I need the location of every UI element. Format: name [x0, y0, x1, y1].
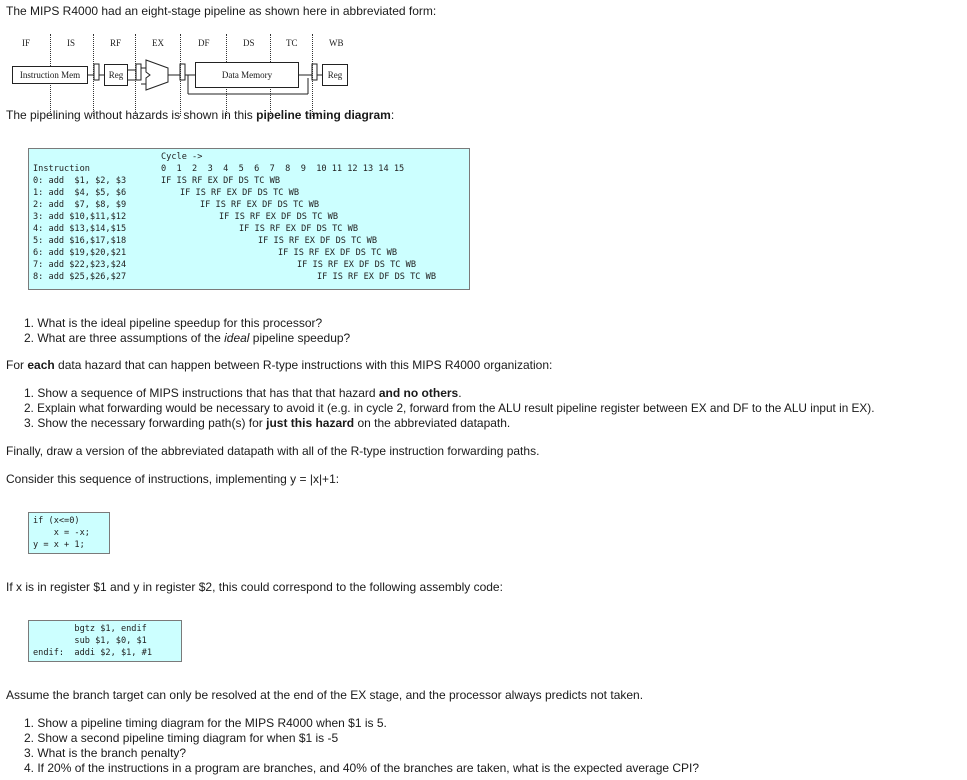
timing-intro [6, 108, 394, 122]
question-2-3-text: 3. Show the necessary forwarding path(s) for [24, 416, 267, 430]
question-2-3-bold: just this hazard [266, 416, 355, 430]
branch-intro: Assume the branch target can only be resolved at the end of the EX stage, and the processor always predicts not taken. [6, 688, 644, 702]
intro-text: The MIPS R4000 had an eight-stage pipeline as shown here in abbreviated form: [6, 4, 437, 18]
instruction-row-3: 3: add $10,$11,$12 [33, 212, 127, 222]
question-3-1: 1. Show a pipeline timing diagram for the MIPS R4000 when $1 is 5. [24, 716, 387, 730]
question-2-1-tail: . [458, 386, 462, 400]
question-2-1 [24, 386, 462, 400]
timing-intro-bold: pipeline timing diagram [256, 108, 391, 122]
register-writeback-box: Reg [322, 64, 348, 86]
question-2-1-bold: and no others [378, 386, 459, 400]
instruction-memory-box: Instruction Mem [12, 66, 88, 84]
stage-label-is: IS [67, 38, 76, 48]
pipeline-register [136, 64, 141, 80]
asm-line-1: bgtz $1, endif [33, 624, 147, 634]
question-3-4: 4. If 20% of the instructions in a program are branches, and 40% of the branches are taken, what is the expected average CPI? [24, 761, 700, 775]
stage-label-wb: WB [329, 38, 344, 48]
stage-label-rf: RF [110, 38, 122, 48]
instruction-row-4: 4: add $13,$14,$15 [33, 224, 127, 234]
instruction-row-6: 6: add $19,$20,$21 [33, 248, 127, 258]
register-file-box: Reg [104, 64, 128, 86]
question-1-1: 1. What is the ideal pipeline speedup for this processor? [24, 316, 323, 330]
stage-row-8: IF IS RF EX DF DS TC WB [317, 272, 436, 282]
stage-label-if: IF [22, 38, 31, 48]
c-code-line-2: x = -x; [33, 528, 90, 538]
question-2-1-text: 1. Show a sequence of MIPS instructions that has that that hazard [24, 386, 379, 400]
finally-text: Finally, draw a version of the abbreviated datapath with all of the R-type instruction forwarding paths. [6, 444, 540, 458]
stage-label-ds: DS [243, 38, 255, 48]
asm-line-3: endif: addi $2, $1, #1 [33, 648, 152, 658]
consider-text: Consider this sequence of instructions, implementing y = |x|+1: [6, 472, 340, 486]
instruction-row-5: 5: add $16,$17,$18 [33, 236, 127, 246]
timing-diagram-box [28, 148, 470, 290]
timing-intro-text: The pipelining without hazards is shown in this [6, 108, 257, 122]
stage-label-ex: EX [152, 38, 164, 48]
c-code-box [28, 512, 110, 554]
instruction-row-2: 2: add $7, $8, $9 [33, 200, 127, 210]
stage-label-tc: TC [286, 38, 298, 48]
question-2-3-tail: on the abbreviated datapath. [354, 416, 511, 430]
instruction-column-header: Instruction [33, 164, 90, 174]
pipeline-register [180, 64, 185, 80]
stage-row-0: IF IS RF EX DF DS TC WB [161, 176, 280, 186]
stage-row-4: IF IS RF EX DF DS TC WB [239, 224, 358, 234]
question-3-3: 3. What is the branch penalty? [24, 746, 187, 760]
assembly-intro: If x is in register $1 and y in register $2, this could correspond to the following assembly code: [6, 580, 503, 594]
question-2-3 [24, 416, 510, 430]
question-1-2 [24, 331, 350, 345]
stage-row-1: IF IS RF EX DF DS TC WB [180, 188, 299, 198]
pipeline-register [94, 64, 99, 80]
pipeline-register [312, 64, 317, 80]
hazard-intro-tail: data hazard that can happen between R-type instructions with this MIPS R4000 organization: [54, 358, 553, 372]
stage-row-5: IF IS RF EX DF DS TC WB [258, 236, 377, 246]
question-1-2-tail: pipeline speedup? [249, 331, 351, 345]
instruction-row-7: 7: add $22,$23,$24 [33, 260, 127, 270]
data-memory-box: Data Memory [195, 62, 299, 88]
c-code-line-3: y = x + 1; [33, 540, 85, 550]
assembly-code-box [28, 620, 182, 662]
alu-shape [146, 60, 168, 90]
cycle-header: Cycle -> [161, 152, 203, 162]
timing-intro-colon: : [390, 108, 395, 122]
question-1-2-italic: ideal [224, 331, 250, 345]
question-3-2: 2. Show a second pipeline timing diagram for when $1 is -5 [24, 731, 339, 745]
hazard-intro-text: For [6, 358, 28, 372]
question-1-2-text: 2. What are three assumptions of the [24, 331, 225, 345]
stage-label-df: DF [198, 38, 210, 48]
stage-row-3: IF IS RF EX DF DS TC WB [219, 212, 338, 222]
hazard-intro [6, 358, 552, 372]
asm-line-2: sub $1, $0, $1 [33, 636, 147, 646]
hazard-intro-bold: each [27, 358, 55, 372]
stage-row-2: IF IS RF EX DF DS TC WB [200, 200, 319, 210]
stage-row-7: IF IS RF EX DF DS TC WB [297, 260, 416, 270]
question-2-2: 2. Explain what forwarding would be necessary to avoid it (e.g. in cycle 2, forward from the ALU result pipeline register between EX and DF to the ALU input in EX). [24, 401, 875, 415]
datapath-wiring [0, 50, 360, 110]
instruction-row-8: 8: add $25,$26,$27 [33, 272, 127, 282]
c-code-line-1: if (x<=0) [33, 516, 80, 526]
stage-row-6: IF IS RF EX DF DS TC WB [278, 248, 397, 258]
instruction-row-1: 1: add $4, $5, $6 [33, 188, 127, 198]
instruction-row-0: 0: add $1, $2, $3 [33, 176, 127, 186]
cycle-numbers: 0 1 2 3 4 5 6 7 8 9 10 11 12 13 14 15 [161, 164, 405, 174]
